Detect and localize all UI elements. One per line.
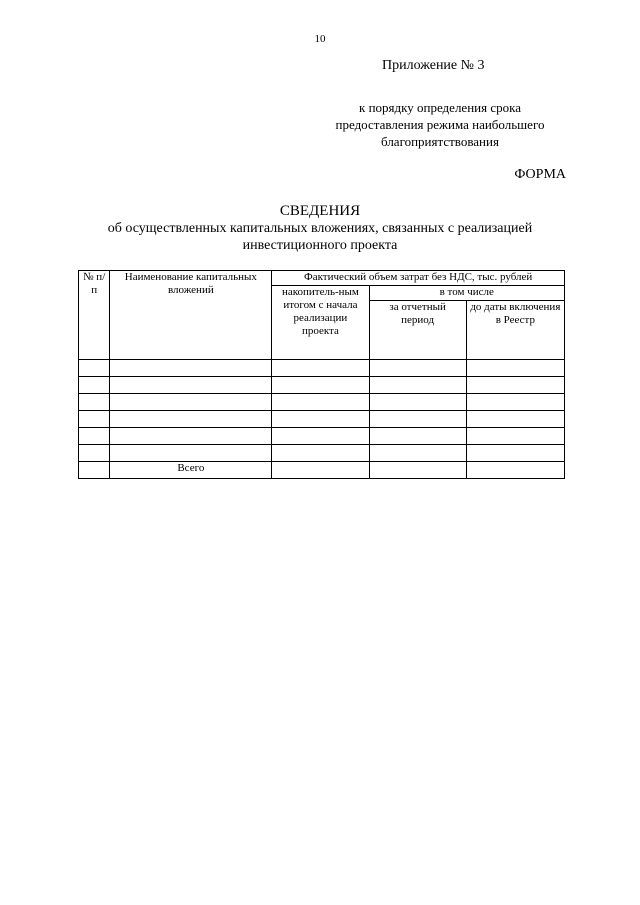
table-cell (110, 394, 272, 411)
table-row (79, 360, 565, 377)
table-cell (272, 445, 369, 462)
table-cell (466, 360, 564, 377)
table-cell (369, 377, 466, 394)
header-cost: Фактический объем затрат без НДС, тыс. рублей (272, 271, 565, 286)
table-cell (466, 428, 564, 445)
table-cell (272, 377, 369, 394)
table-cell (369, 428, 466, 445)
table-cell (110, 428, 272, 445)
subtitle-line: к порядку определения срока (359, 100, 521, 115)
total-row (79, 462, 565, 479)
subtitle-line: благоприятствования (381, 134, 499, 149)
table-cell (110, 411, 272, 428)
table-cell (79, 360, 110, 377)
table-cell (369, 394, 466, 411)
table-cell (272, 411, 369, 428)
table-cell (466, 377, 564, 394)
table-cell (466, 445, 564, 462)
investment-table (78, 270, 565, 479)
subtitle-line: предоставления режима наибольшего (335, 117, 545, 132)
table-cell (79, 428, 110, 445)
header-period: за отчетный период (369, 301, 466, 360)
table-cell (369, 445, 466, 462)
table-cell (272, 428, 369, 445)
table-cell (79, 462, 110, 479)
table-cell (272, 462, 369, 479)
table-row (79, 428, 565, 445)
header-number: № п/п (79, 271, 110, 360)
page-number: 10 (314, 33, 326, 45)
header-accumulated: накопитель-ным итогом с начала реализации проекта (272, 286, 369, 360)
table-cell (79, 411, 110, 428)
table-cell (369, 360, 466, 377)
table-cell (110, 445, 272, 462)
document-title (0, 203, 640, 254)
table-cell (79, 445, 110, 462)
table-cell (369, 411, 466, 428)
table-cell (466, 411, 564, 428)
total-label: Всего (110, 462, 272, 479)
table-cell (79, 377, 110, 394)
header-including: в том числе (369, 286, 564, 301)
title-heading: СВЕДЕНИЯ (279, 203, 361, 219)
table-cell (466, 394, 564, 411)
table-cell (272, 394, 369, 411)
appendix-label: Приложение № 3 (382, 58, 485, 73)
table-cell (79, 394, 110, 411)
table-cell (110, 377, 272, 394)
appendix-subtitle (300, 99, 580, 150)
table-cell (110, 360, 272, 377)
table-cell (369, 462, 466, 479)
header-inclusion: до даты включения в Реестр (466, 301, 564, 360)
table-row (79, 377, 565, 394)
table-cell (466, 462, 564, 479)
table-row (79, 411, 565, 428)
table-row (79, 394, 565, 411)
title-line: об осуществленных капитальных вложениях, связанных с реализацией (107, 221, 533, 236)
form-label: ФОРМА (514, 167, 566, 182)
title-line: инвестиционного проекта (242, 238, 398, 253)
header-name: Наименование капитальных вложений (110, 271, 272, 360)
table-cell (272, 360, 369, 377)
table-row (79, 445, 565, 462)
